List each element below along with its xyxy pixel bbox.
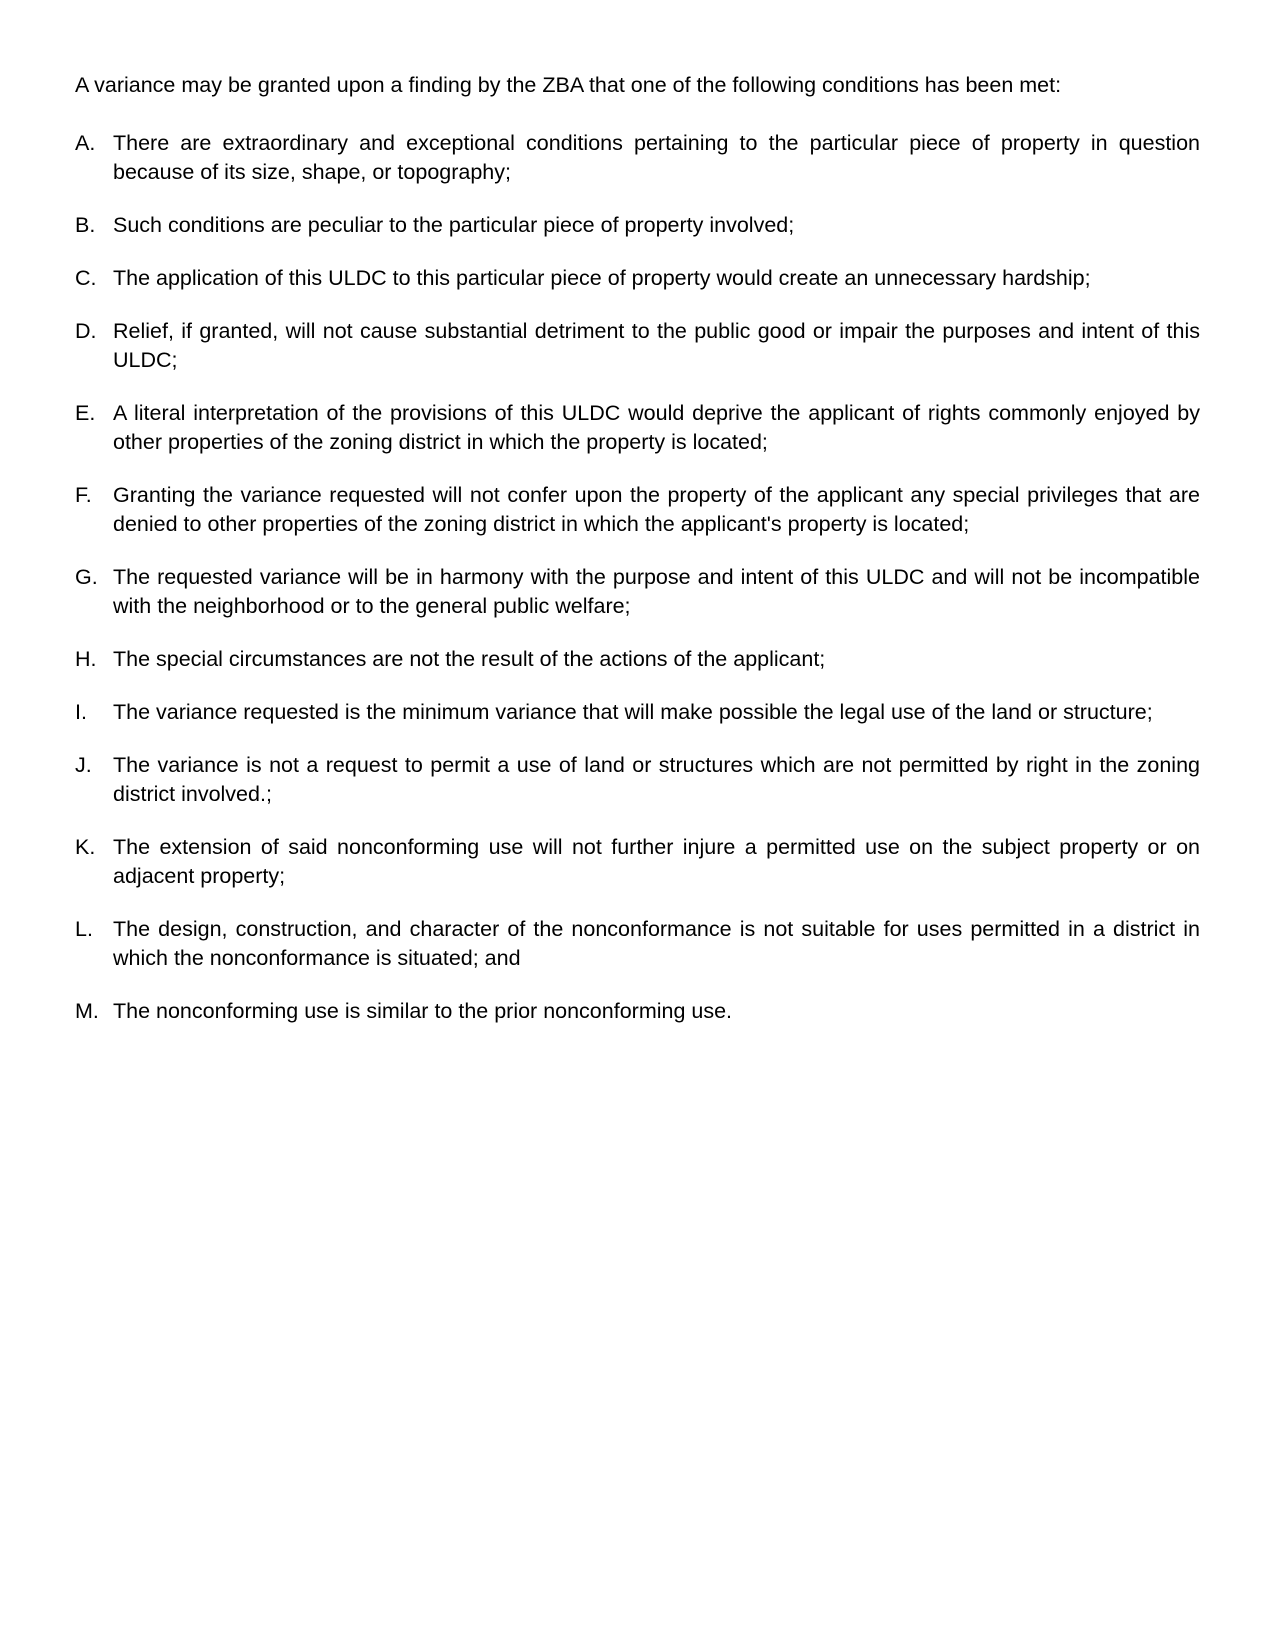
list-item [75,481,1200,539]
list-item [75,698,1200,727]
list-item [75,997,1200,1026]
list-item [75,129,1200,187]
item-letter: D. [75,319,97,343]
item-text: The design, construction, and character of the nonconformance is not suitable for uses permitted in a district in which the nonconformance is situated; and [113,917,1200,970]
item-text: The application of this ULDC to this particular piece of property would create an unnecessary hardship; [113,266,1091,290]
item-letter: J. [75,753,92,777]
item-letter: L. [75,917,93,941]
conditions-list [75,129,1200,1026]
item-letter: M. [75,999,99,1023]
item-letter: K. [75,835,96,859]
item-text: The special circumstances are not the result of the actions of the applicant; [113,647,826,671]
list-item [75,211,1200,240]
item-letter: H. [75,647,97,671]
intro-paragraph: A variance may be granted upon a finding by the ZBA that one of the following conditions has been met: [75,73,1062,97]
list-item [75,751,1200,809]
item-text: Relief, if granted, will not cause substantial detriment to the public good or impair the purposes and intent of this ULDC; [113,319,1200,372]
item-text: The extension of said nonconforming use will not further injure a permitted use on the subject property or on adjacent property; [113,835,1200,888]
item-letter: F. [75,483,92,507]
item-text: The nonconforming use is similar to the prior nonconforming use. [113,999,733,1023]
item-text: A literal interpretation of the provisions of this ULDC would deprive the applicant of rights commonly enjoyed by other properties of the zoning district in which the property is located; [113,401,1200,454]
item-text: The variance is not a request to permit a use of land or structures which are not permitted by right in the zoning district involved.; [113,753,1200,806]
item-letter: E. [75,401,96,425]
list-item [75,317,1200,375]
item-letter: B. [75,213,96,237]
item-text: The variance requested is the minimum variance that will make possible the legal use of the land or structure; [113,700,1153,724]
item-letter: C. [75,266,97,290]
list-item [75,399,1200,457]
list-item [75,645,1200,674]
item-letter: G. [75,565,98,589]
list-item [75,915,1200,973]
item-letter: I. [75,700,87,724]
item-text: The requested variance will be in harmony with the purpose and intent of this ULDC and will not be incompatible with the neighborhood or to the general public welfare; [113,565,1200,618]
item-text: Granting the variance requested will not confer upon the property of the applicant any special privileges that are denied to other properties of the zoning district in which the applicant's property is located; [113,483,1200,536]
list-item [75,264,1200,293]
list-item [75,563,1200,621]
item-letter: A. [75,131,96,155]
item-text: Such conditions are peculiar to the particular piece of property involved; [113,213,795,237]
list-item [75,833,1200,891]
item-text: There are extraordinary and exceptional conditions pertaining to the particular piece of property in question because of its size, shape, or topography; [113,131,1200,184]
